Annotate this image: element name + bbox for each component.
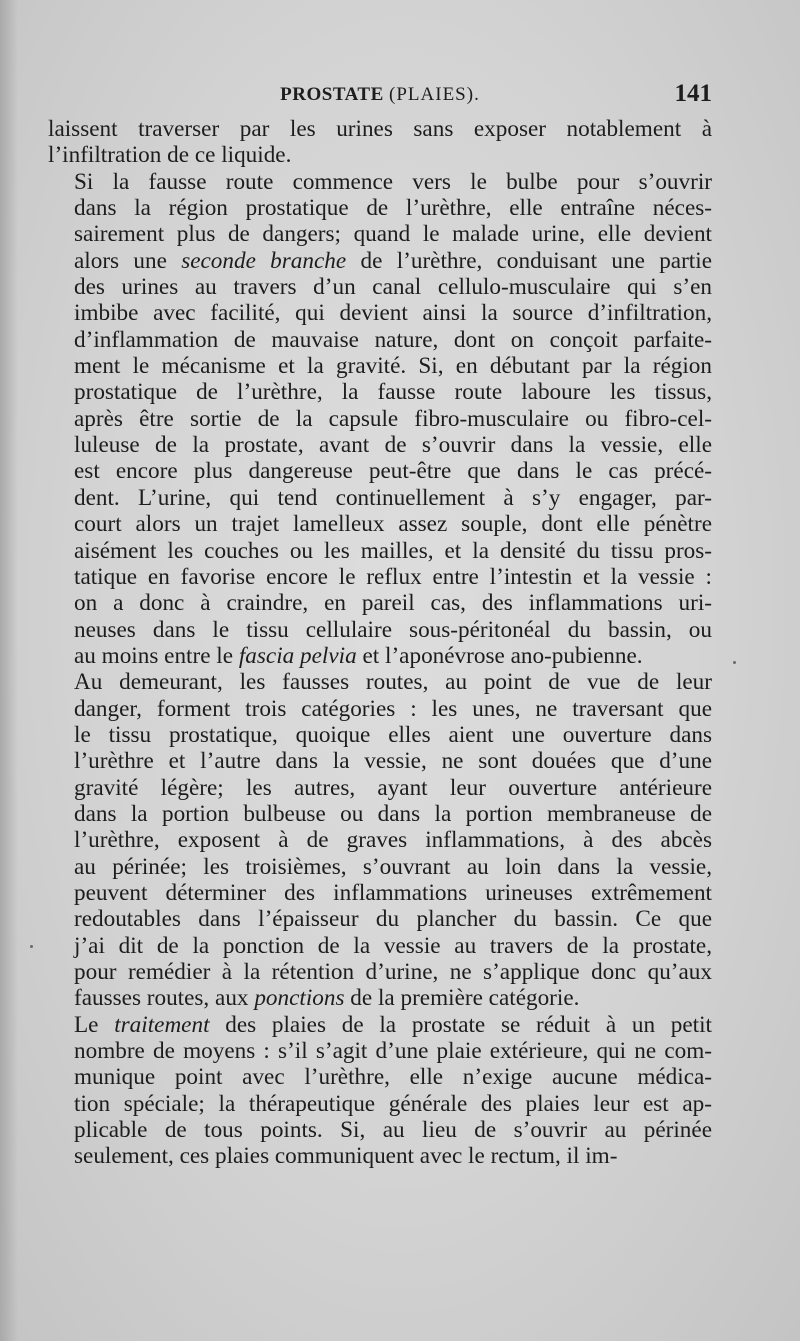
text-line: au moins entre le fascia pelvia et l’aponévrose ano-pubienne. — [74, 642, 643, 669]
text-line: l’urèthre et l’autre dans la vessie, ne sont douées que d’une — [74, 748, 712, 775]
text-line: munique point avec l’urèthre, elle n’exige aucune médica- — [74, 1064, 712, 1091]
text-line: pour remédier à la rétention d’urine, ne s’applique donc qu’aux — [74, 959, 712, 985]
text-line: nombre de moyens : s’il s’agit d’une plaie extérieure, qui ne com- — [74, 1038, 712, 1065]
text-line: dans la portion bulbeuse ou dans la portion membraneuse de — [74, 800, 712, 827]
paragraph — [48, 1012, 712, 1170]
text-line: après être sortie de la capsule fibro-musculaire ou fibro-cel- — [74, 405, 712, 432]
text-line: laissent traverser par les urines sans exposer notablement à — [48, 116, 712, 142]
text-line: peuvent déterminer des inflammations urineuses extrêmement — [74, 879, 712, 906]
text-line: le tissu prostatique, quoique elles aient une ouverture dans — [74, 721, 712, 748]
paragraph — [48, 669, 712, 1011]
text-line: j’ai dit de la ponction de la vessie au travers de la prostate, — [74, 932, 712, 959]
text-line: des urines au travers d’un canal cellulo-musculaire qui s’en — [74, 274, 712, 301]
running-head — [48, 80, 712, 110]
page-number: 141 — [674, 80, 712, 107]
text-line: luleuse de la prostate, avant de s’ouvrir dans la vessie, elle — [74, 432, 712, 459]
text-line: Au demeurant, les fausses routes, au point de vue de leur — [74, 669, 712, 696]
text-line: gravité légère; les autres, ayant leur ouverture antérieure — [74, 774, 712, 801]
text-line: plicable de tous points. Si, au lieu de s’ouvrir au périnée — [74, 1117, 712, 1144]
text-line: seulement, ces plaies communiquent avec le rectum, il im- — [74, 1143, 618, 1170]
running-title-sub: (PLAIES). — [389, 84, 480, 105]
text-line: Si la fausse route commence vers le bulbe pour s’ouvrir — [74, 168, 712, 195]
text-line: on a donc à craindre, en pareil cas, des inflammations uri- — [74, 590, 712, 617]
text-line: dent. L’urine, qui tend continuellement à s’y engager, par- — [74, 484, 712, 511]
text-line: neuses dans le tissu cellulaire sous-péritonéal du bassin, ou — [74, 616, 712, 643]
text-line: redoutables dans l’épaisseur du plancher du bassin. Ce que — [74, 906, 712, 933]
text-line: ment le mécanisme et la gravité. Si, en débutant par la région — [74, 353, 712, 380]
text-line: aisément les couches ou les mailles, et la densité du tissu pros- — [74, 537, 712, 564]
text-line: sairement plus de dangers; quand le malade urine, elle devient — [74, 221, 712, 248]
text-line: l’urèthre, exposent à de graves inflammations, à des abcès — [74, 827, 712, 854]
text-line: alors une seconde branche de l’urèthre, conduisant une partie — [74, 247, 712, 274]
text-line: Le traitement des plaies de la prostate se réduit à un petit — [74, 1011, 712, 1038]
paper-speck — [30, 945, 33, 948]
body-text — [48, 116, 712, 1170]
text-line: l’infiltration de ce liquide. — [48, 142, 292, 169]
text-line: d’inflammation de mauvaise nature, dont on conçoit parfaite- — [74, 326, 712, 353]
paragraph — [48, 116, 712, 169]
text-line: tatique en favorise encore le reflux entre l’intestin et la vessie : — [74, 563, 712, 590]
text-line: au périnée; les troisièmes, s’ouvrant au loin dans la vessie, — [74, 853, 712, 880]
text-line: court alors un trajet lamelleux assez souple, dont elle pénètre — [74, 511, 712, 538]
text-line: danger, forment trois catégories : les unes, ne traversant que — [74, 695, 712, 722]
text-line: est encore plus dangereuse peut-être que dans le cas précé- — [74, 458, 712, 485]
text-line: fausses routes, aux ponctions de la première catégorie. — [74, 985, 580, 1012]
running-title — [48, 84, 712, 106]
text-line: tion spéciale; la thérapeutique générale des plaies leur est ap- — [74, 1090, 712, 1117]
paper-speck — [733, 661, 736, 664]
text-line: prostatique de l’urèthre, la fausse route laboure les tissus, — [74, 379, 712, 406]
text-line: imbibe avec facilité, qui devient ainsi la source d’infiltration, — [74, 300, 712, 327]
text-line: dans la région prostatique de l’urèthre, elle entraîne néces- — [74, 195, 712, 222]
paragraph — [48, 169, 712, 670]
running-title-main: PROSTATE — [280, 84, 384, 105]
